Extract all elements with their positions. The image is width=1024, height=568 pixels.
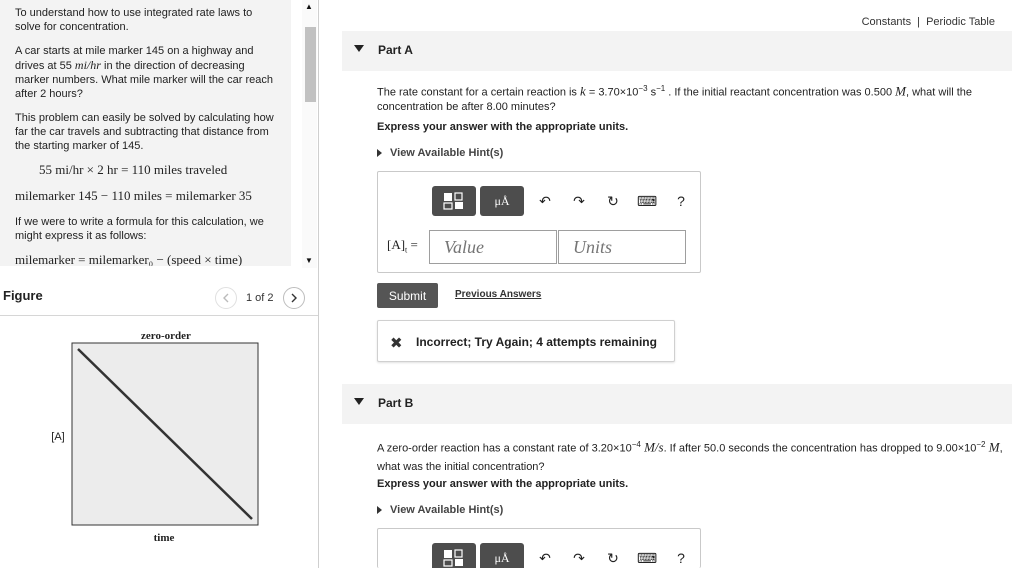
chart-ylabel: [A]: [51, 431, 65, 443]
answer-row-label: [387, 237, 418, 255]
chevron-right-icon: [290, 293, 298, 303]
feedback-box: [377, 320, 675, 362]
column-divider: [318, 0, 319, 568]
part-a-instruction: Express your answer with the appropriate units.: [377, 121, 629, 133]
intro-paragraph-4: If we were to write a formula for this calculation, we might express it as follows:: [15, 216, 264, 242]
figure-pager: 1 of 2: [246, 292, 274, 304]
caret-down-icon: [354, 45, 364, 53]
part-a-answer-box: [377, 171, 701, 273]
undo-icon[interactable]: ↶: [539, 192, 551, 209]
keyboard-icon[interactable]: ⌨: [636, 549, 658, 566]
undo-icon[interactable]: ↶: [539, 549, 551, 566]
equation-milemarker: milemarker 145 − 110 miles = milemarker 35: [15, 188, 252, 203]
reset-icon[interactable]: ↻: [607, 549, 619, 566]
feedback-message: Incorrect; Try Again; 4 attempts remaining: [416, 335, 657, 349]
part-a-header[interactable]: [342, 31, 1012, 71]
units-input[interactable]: [558, 230, 686, 264]
periodic-table-link[interactable]: Periodic Table: [926, 16, 995, 28]
part-b-instruction: Express your answer with the appropriate units.: [377, 478, 629, 490]
units-symbols-button[interactable]: μÅ: [480, 543, 524, 568]
math-toolbar: [432, 185, 698, 217]
part-b-q-exp: −4: [631, 440, 641, 449]
previous-answers-link[interactable]: Previous Answers: [455, 289, 542, 300]
part-a-q-exp2: −1: [656, 84, 666, 93]
scroll-up-arrow-icon[interactable]: ▲: [305, 2, 313, 11]
part-b-q-exp2: −2: [976, 440, 986, 449]
part-a-question: [377, 82, 1012, 114]
part-a-label: Part A: [378, 43, 413, 57]
intro-panel: [0, 0, 291, 266]
part-a-q-prefix: The rate constant for a certain reaction is: [377, 86, 580, 99]
intro-paragraph-3: This problem can easily be solved by calculating how far the car travels and subtracting that distance from the starting marker of 145.: [15, 112, 274, 152]
intro-p2-start: A car starts at mile marker 145 on a highway and drives at 55: [15, 45, 254, 72]
scroll-thumb[interactable]: [305, 27, 316, 102]
intro-paragraph-1: To understand how to use integrated rate laws to solve for concentration.: [15, 7, 253, 33]
value-input[interactable]: [429, 230, 557, 264]
part-a-q-tail: , what will the concentration be after 8.00 minutes?: [377, 86, 972, 113]
keyboard-icon[interactable]: ⌨: [636, 192, 658, 209]
submit-button[interactable]: Submit: [377, 283, 438, 308]
figure-chart: [0, 320, 318, 568]
part-b-hint-toggle[interactable]: [377, 504, 503, 516]
answer-label-sub: t: [405, 245, 408, 255]
triangle-right-icon: [377, 506, 382, 514]
figure-header: [0, 282, 318, 316]
templates-icon: [443, 192, 465, 210]
figure-title: Figure: [3, 288, 43, 303]
part-b-hint-label: View Available Hint(s): [390, 504, 504, 516]
redo-icon[interactable]: ↷: [573, 192, 585, 209]
chevron-left-icon: [222, 293, 230, 303]
triangle-right-icon: [377, 149, 382, 157]
caret-down-icon: [354, 398, 364, 406]
answer-label-eq: =: [407, 237, 418, 252]
intro-p2-unit: mi/hr: [74, 58, 101, 72]
top-links: [862, 16, 995, 28]
part-b-question: [377, 436, 1012, 476]
part-b-q-mid: . If after 50.0 seconds the concentration has dropped to 9.00×10: [663, 442, 977, 455]
part-a-q-molar: M: [895, 83, 906, 99]
figure-prev-button[interactable]: [215, 287, 237, 309]
figure-next-button[interactable]: [283, 287, 305, 309]
part-a-q-k: k: [580, 83, 586, 99]
part-b-q-unit: M/s: [640, 439, 664, 455]
chart-xlabel: time: [153, 532, 175, 544]
scroll-down-arrow-icon[interactable]: ▼: [305, 256, 313, 265]
templates-button[interactable]: [432, 543, 476, 568]
part-b-label: Part B: [378, 396, 414, 410]
part-a-hint-label: View Available Hint(s): [390, 147, 504, 159]
links-separator: |: [917, 16, 921, 28]
math-toolbar-b: [432, 542, 698, 568]
intro-p2-end: in the direction of decreasing marker numbers. What mile marker will the car reach after 2 hours?: [15, 60, 273, 100]
part-a-q-eq: = 3.70×10: [585, 86, 639, 99]
constants-link[interactable]: Constants: [861, 16, 912, 28]
help-icon[interactable]: ?: [677, 550, 685, 566]
chart-svg: [0, 320, 318, 568]
intro-paragraph-2: [15, 44, 279, 101]
part-a-q-exp1: −3: [638, 84, 648, 93]
help-icon[interactable]: ?: [677, 193, 685, 209]
part-a-q-unit: s: [647, 86, 657, 99]
templates-icon: [443, 549, 465, 567]
answer-label-text: [A]: [387, 237, 406, 252]
part-b-header[interactable]: [342, 384, 1012, 424]
reset-icon[interactable]: ↻: [607, 192, 619, 209]
part-a-hint-toggle[interactable]: [377, 147, 503, 159]
redo-icon[interactable]: ↷: [573, 549, 585, 566]
part-b-q-prefix: A zero-order reaction has a constant rate of 3.20×10: [377, 442, 632, 455]
part-b-q-tail: , what was the initial concentration?: [377, 442, 1003, 473]
part-b-q-molar: M: [985, 439, 1000, 455]
equation-formula: milemarker = milemarker₀ − (speed × time): [15, 252, 243, 266]
equation-distance: 55 mi/hr × 2 hr = 110 miles traveled: [39, 162, 228, 177]
templates-button[interactable]: [432, 186, 476, 216]
units-symbols-button[interactable]: μÅ: [480, 186, 524, 216]
part-a-q-suffix: . If the initial reactant concentration was 0.500: [665, 86, 896, 99]
part-b-answer-box: [377, 528, 701, 568]
chart-title: zero-order: [141, 330, 191, 342]
incorrect-x-icon: ✖: [390, 335, 403, 352]
